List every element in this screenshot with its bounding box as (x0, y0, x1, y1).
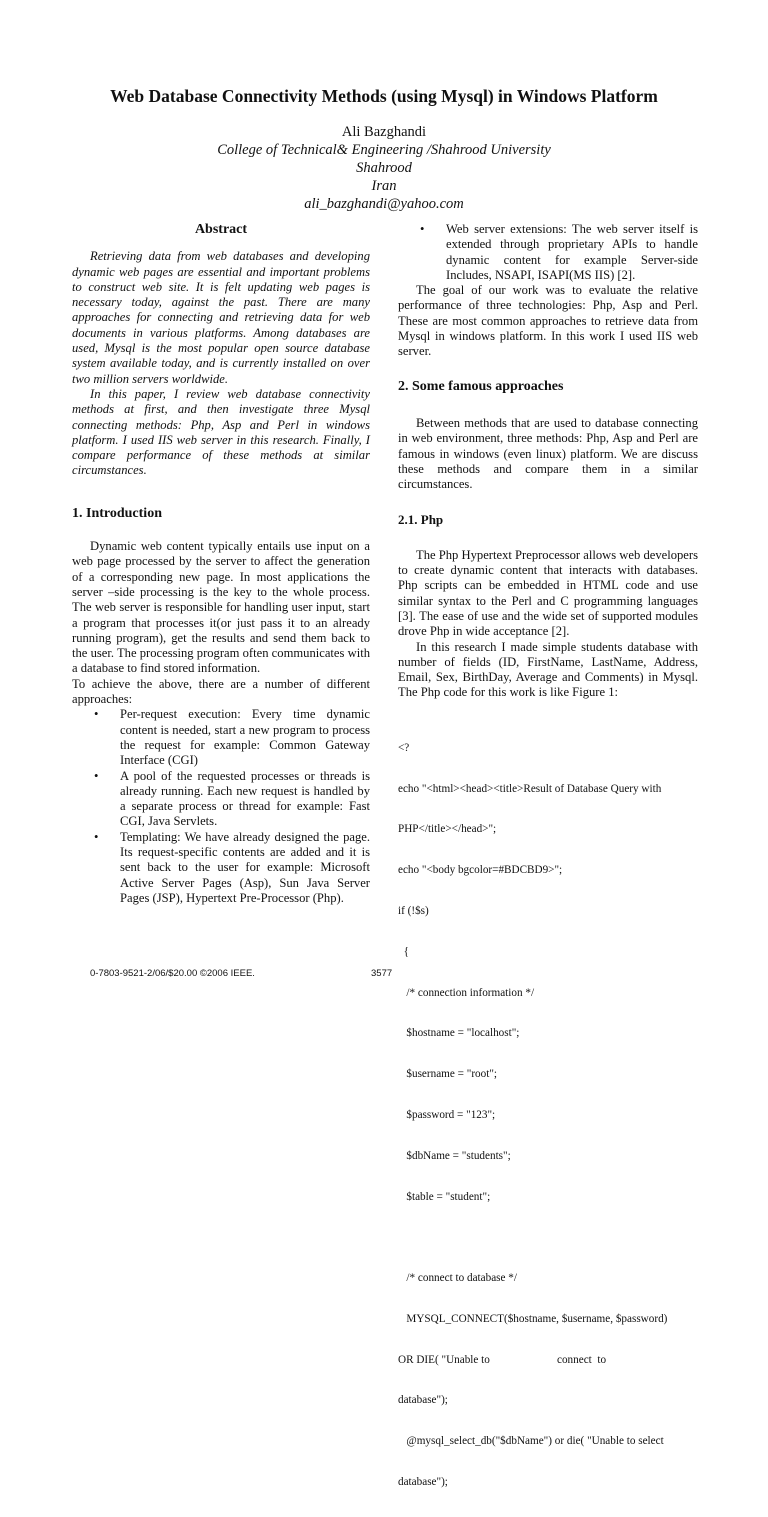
abstract-body (72, 249, 370, 478)
page-number: 3577 (371, 968, 393, 979)
list-item: • A pool of the requested processes or threads is already running. Each new request is handled by a separate process or thread for example: Fast CGI, Java Servlets. (72, 769, 370, 830)
code-line: $table = "student"; (398, 1190, 491, 1203)
author-city: Shahrood (356, 160, 412, 176)
code-line: if (!$s) (398, 905, 429, 918)
php-code-listing (398, 715, 698, 1517)
author-email: ali_bazghandi@yahoo.com (304, 196, 464, 212)
code-line: $password = "123"; (398, 1108, 496, 1121)
code-line (398, 1231, 698, 1245)
abstract-heading: Abstract (194, 222, 248, 237)
intro-paragraph-2: To achieve the above, there are a number of different approaches: (72, 676, 370, 707)
code-line: /* connect to database */ (398, 1272, 517, 1285)
section-2-1-heading: 2.1. Php (398, 512, 444, 528)
code-line: database"); (398, 1475, 448, 1488)
code-line: $username = "root"; (398, 1068, 498, 1081)
code-line: { (398, 945, 409, 958)
php-paragraph-2: In this research I made simple students database with number of fields (ID, FirstName, LastName, Address, Email, Sex, BirthDay, Average and Comments) in Mysql. The Php code for this work is like Figure 1: (398, 639, 698, 700)
section-2-heading: 2. Some famous approaches (398, 378, 564, 394)
right-column (398, 222, 698, 1517)
code-line: PHP</title></head>"; (398, 823, 497, 836)
abstract-paragraph-1: Retrieving data from web databases and developing dynamic web pages are essential and important problems to construct web site. It is felt updating web pages is necessary today, against the past. There are many approaches for connecting and retrieving data for web documents in various platforms. Among databases are used, Mysql is the most popular open source database system available today, and is currently installed on over two million servers worldwide. (72, 249, 370, 386)
intro-paragraph-1: Dynamic web content typically entails use input on a web page processed by the server to affect the generation of a corresponding new page. In most applications the server –side processing is the key to the whole process. The web server is responsible for handling user input, start a program that processes it(or just pass it to an already running program), get the results and send them back to the user. The processing program often communicates with a database to find stored information. (72, 539, 370, 676)
code-line: database"); (398, 1394, 448, 1407)
introduction-heading: 1. Introduction (72, 505, 162, 521)
abstract-paragraph-2: In this paper, I review web database connectivity methods at first, and then investigate three Mysql connecting methods: Php, Asp and Perl in windows platform. I used IIS web server in this research. Finally, I compare performance of these methods at similar circumstances. (72, 386, 370, 478)
author-block (0, 123, 768, 213)
code-line: <? (398, 741, 410, 754)
goal-paragraph: The goal of our work was to evaluate the relative performance of three technologies: Php, Asp and Perl. These are most common approaches to retrieve data from Mysql in windows platform. In this work I used IIS web server. (398, 283, 698, 359)
code-line: echo "<html><head><title>Result of Database Query with (398, 782, 662, 795)
list-item: • Per-request execution: Every time dynamic content is needed, start a new program to process the request for example: Common Gateway Interface (CGI) (72, 707, 370, 768)
author-country: Iran (371, 178, 397, 194)
code-line: MYSQL_CONNECT($hostname, $username, $password) (398, 1312, 668, 1325)
left-column (72, 222, 370, 906)
code-line: $dbName = "students"; (398, 1149, 511, 1162)
php-paragraph-1: The Php Hypertext Preprocessor allows web developers to create dynamic content that interacts with databases. Php scripts can be embedded in HTML code and use similar syntax to the Perl and C programming languages [3]. The ease of use and the wide set of supported modules drove Php in wide acceptance [2]. (398, 547, 698, 639)
author-affiliation: College of Technical& Engineering /Shahrood University (217, 142, 551, 158)
code-line: /* connection information */ (398, 986, 535, 999)
list-item: • Web server extensions: The web server itself is extended through proprietary APIs to handle dynamic content for example Server-side Includes, NSAPI, ISAPI(MS IIS) [2]. (398, 222, 698, 283)
footer-copyright: 0-7803-9521-2/06/$20.00 ©2006 IEEE. (90, 968, 255, 979)
code-line: OR DIE( "Unable to connect to (398, 1353, 607, 1366)
code-line: echo "<body bgcolor=#BDCBD9>"; (398, 864, 563, 877)
approaches-list (72, 707, 370, 906)
paper-title: Web Database Connectivity Methods (using Mysql) in Windows Platform (110, 86, 658, 106)
extensions-list (398, 222, 698, 283)
code-line: $hostname = "localhost"; (398, 1027, 520, 1040)
list-item: • Templating: We have already designed the page. Its request-specific contents are added and it is sent back to the user for example: Microsoft Active Server Pages (Asp), Sun Java Server Pages (JSP), Hypertext Pre-Processor (Php). (72, 830, 370, 906)
code-line: @mysql_select_db("$dbName") or die( "Unable to select (398, 1435, 664, 1448)
author-name: Ali Bazghandi (341, 124, 427, 140)
section-2-paragraph: Between methods that are used to database connecting in web environment, three methods: Php, Asp and Perl are famous in windows (even linux) platform. We are discuss these methods and compare them in a similar circumstances. (398, 415, 698, 492)
